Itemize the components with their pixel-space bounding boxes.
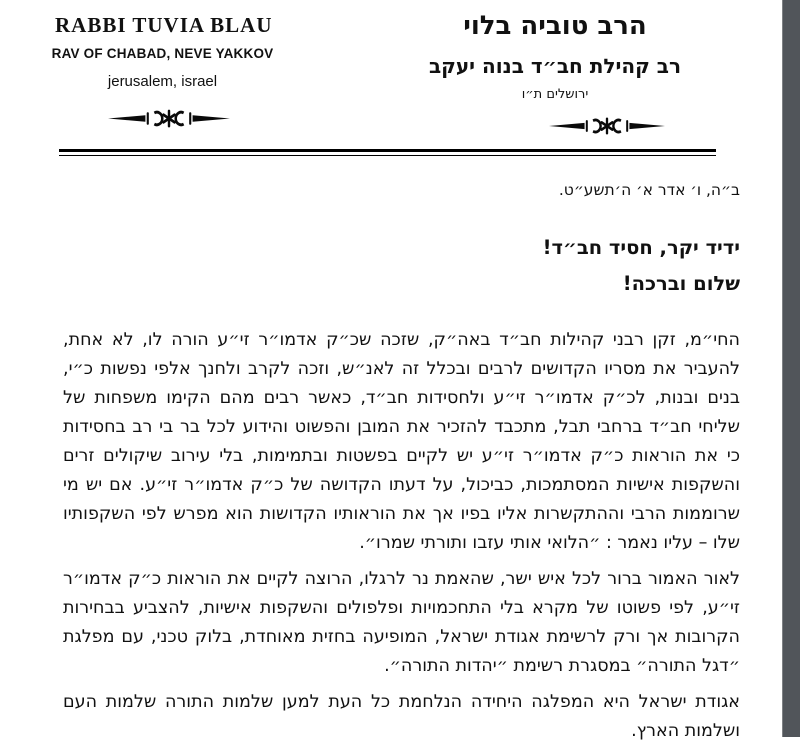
- hebrew-date-line: ב״ה, ו׳ אדר א׳ ה׳תשע״ט.: [558, 181, 740, 199]
- letter-body: [63, 326, 740, 753]
- letter-paragraph: החי״מ, זקן רבני קהילות חב״ד באה״ק, שזכה שכ״ק אדמו״ר זי״ע הורה לו, לא אחת, להעביר את מסריו הקדושים לרבים ובכלל זה לאנ״ש, וזכה לקרב ולחנך אלפי נפשות כ״י, בנים ובנות, לכ״ק אדמו״ר זי״ע ולחסידות חב״ד, כאשר רבים מהם הקימו משפחות של שליחי חב״ד ברחבי תבל, מתכבד להזכיר את המובן והפשוט והידוע לכל בר בי רב בחסידות כי את הוראות כ״ק אדמו״ר זי״ע יש לקיים בפשטות ובתמימות, בלי עירוב שיקולים זרים והשקפות אישיות המסתמכות, כביכול, על דעתו הקדושה של כ״ק אדמו״ר זי״ע. אם יש מי שרוממות הרבי וההתקשרות אליו בפיו אך את הוראותיו הקדושות הוא מפרש לפי השקפותיו שלו – עליו נאמר : ״הלואי אותי עזבו ותורתי שמרו״.: [63, 330, 740, 553]
- header-rule-thick: [59, 149, 716, 152]
- letterhead-hebrew-location: ירושלים ת״ו: [521, 87, 589, 102]
- greeting-line-2: שלום וברכה!: [622, 272, 740, 295]
- letterhead-hebrew-title: רב קהילת חב״ד בנוה יעקב: [428, 54, 682, 78]
- viewer-background-edge: [782, 0, 800, 737]
- letterhead-english-title: RAV OF CHABAD, NEVE YAKKOV: [51, 46, 274, 61]
- letterhead-hebrew-name: הרב טוביה בלוי: [463, 11, 647, 41]
- letterhead-english-location: jerusalem, israel: [107, 73, 218, 90]
- letter-paragraph: אגודת ישראל היא המפלגה היחידה הנלחמת כל העת למען שלמות התורה שלמות העם ושלמות הארץ.: [63, 692, 740, 741]
- ornament-divider-icon: [549, 116, 665, 136]
- letter-paragraph: לאור האמור ברור לכל איש ישר, שהאמת נר לרגלו, הרוצה לקיים את הוראות כ״ק אדמו״ר זי״ע, לפי פשוטו של מקרא בלי התחכמויות ופלפולים והשקפות אישיות, להצביע בבחירות הקרובות אך ורק לרשימת אגודת ישראל, המופיעה בחזית מאוחדת, בלוק טכני, עם מפלגת ״דגל התורה״ במסגרת רשימת ״יהדות התורה״.: [63, 569, 740, 676]
- ornament-divider-icon: [108, 108, 230, 129]
- greeting-line-1: ידיד יקר, חסיד חב״ד!: [542, 236, 740, 259]
- letterhead-english-name: RABBI TUVIA BLAU: [55, 13, 273, 37]
- header-rule-thin: [59, 155, 716, 156]
